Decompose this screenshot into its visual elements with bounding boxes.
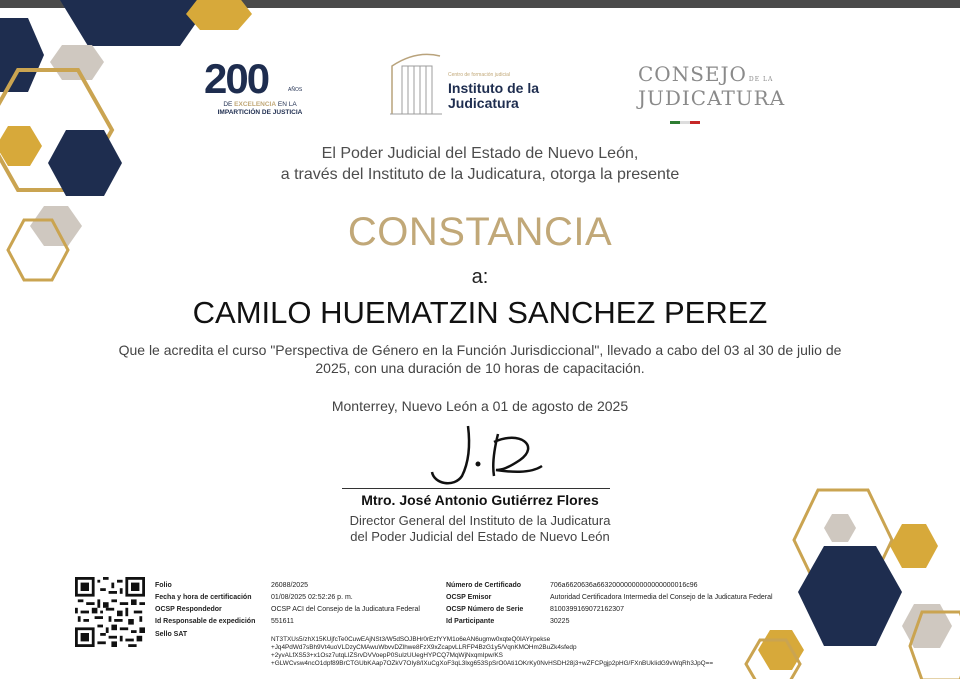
ocsp-emisor-value: Autoridad Certificadora Intermedia del Consejo de la Judicatura Federal (550, 594, 773, 601)
signer-role (0, 513, 960, 545)
sello-line: +2yvALfXS53+x1Osz7utqLIZSrvDVVoepP0SuIzUUegHYPCQ7MqWjNxqmIpw/KS (271, 652, 503, 659)
sello-line: NT3TXUs5/zhX15KUjfcTe0CuwEAjNSt3/W5dSOJBHr0rEzfYYM1o6eAN6ugmw0xqteQ0IAYirpekse (271, 636, 551, 643)
decor-hex-gold-small (186, 0, 252, 30)
numero-certificado-label: Número de Certificado (446, 582, 522, 589)
mexico-flag-stripe (670, 111, 700, 114)
signature-line (342, 488, 610, 489)
folio-value: 26088/2025 (271, 582, 308, 589)
signer-role-line-1: Director General del Instituto de la Judicatura (349, 513, 611, 528)
numero-certificado-value: 706a6620636a66320000000000000000016c96 (550, 582, 698, 589)
place-date: Monterrey, Nuevo León a 01 de agosto de 2025 (331, 398, 629, 414)
instituto-name-line1: Instituto de la (448, 80, 539, 96)
intro-line-1: El Poder Judicial del Estado de Nuevo León, (321, 145, 639, 162)
certificate-title: CONSTANCIA (347, 210, 613, 254)
to-label: a: (471, 266, 489, 288)
intro-line-2: a través del Instituto de la Judicatura, otorga la presente (280, 166, 680, 183)
folio-label: Folio (155, 582, 172, 589)
recipient-name: CAMILO HUEMATZIN SANCHEZ PEREZ (192, 295, 768, 330)
id-responsable-label: Id Responsable de expedición (155, 618, 256, 625)
decor-hex-navy (60, 0, 212, 46)
decor-hex-gray-small (50, 45, 104, 80)
decor-hex-navy (0, 18, 44, 92)
bicentenario-years: AÑOS (288, 87, 303, 93)
id-participante-label: Id Participante (446, 618, 495, 625)
sello-line: +GLWCvsw4ncO1dpf89BrCTGUbKAap7OZkV7OIy8/IXuCgXoF3qL3lxg653SpSrO0Ati1OKrKy0NvHSDH28j3+wZFCPgjp2pHG/FXnBUkIidG9vWqRh3JpQ== (271, 660, 714, 667)
bicentenario-tagline-1: DE EXCELENCIA EN LA (223, 101, 297, 108)
sello-sat-value (271, 636, 791, 668)
consejo-logo (638, 62, 786, 118)
instituto-logo (388, 48, 558, 118)
bicentenario-tagline-2: IMPARTICIÓN DE JUSTICIA (217, 109, 303, 116)
decor-hex-navy (798, 546, 902, 646)
signer-name: Mtro. José Antonio Gutiérrez Flores (361, 492, 599, 508)
instituto-small-label: Centro de formación judicial (448, 72, 510, 78)
bicentenario-logo (200, 55, 320, 120)
bicentenario-number: 200 (204, 55, 269, 102)
ocsp-respondedor-value: OCSP ACI del Consejo de la Judicatura Federal (271, 606, 420, 613)
signature-image (410, 420, 550, 490)
sello-line: +Jq4PdWd7sBh9Vt4uoVLDzyCMAwuWbvvDZlhwe8FzX9xZcapvLLRFP4BzG1y5/VqnKMOHm2BuZk4sfedp (271, 644, 577, 651)
building-icon (388, 48, 443, 116)
fecha-label: Fecha y hora de certificación (155, 594, 252, 601)
qr-code (75, 577, 145, 647)
sello-sat-label: Sello SAT (155, 631, 188, 638)
consejo-line2: JUDICATURA (638, 86, 786, 110)
ocsp-respondedor-label: OCSP Respondedor (155, 606, 222, 613)
course-description: Que le acredita el curso "Perspectiva de Género en la Función Jurisdiccional", llevado a cabo del 03 al 30 de julio de 2025, con una duración de 10 horas de capacitación. (118, 342, 842, 376)
signer-role-line-2: del Poder Judicial del Estado de Nuevo León (350, 529, 610, 544)
ocsp-serie-label: OCSP Número de Serie (446, 606, 524, 613)
id-responsable-value: 551611 (271, 618, 294, 625)
consejo-line1: CONSEJO DE LA (638, 62, 774, 86)
instituto-name-line2: Judicatura (448, 95, 519, 111)
ocsp-serie-value: 8100399169072162307 (550, 606, 624, 613)
intro-text (0, 143, 960, 185)
fecha-value: 01/08/2025 02:52:26 p. m. (271, 594, 353, 601)
id-participante-value: 30225 (550, 618, 570, 625)
ocsp-emisor-label: OCSP Emisor (446, 594, 492, 601)
